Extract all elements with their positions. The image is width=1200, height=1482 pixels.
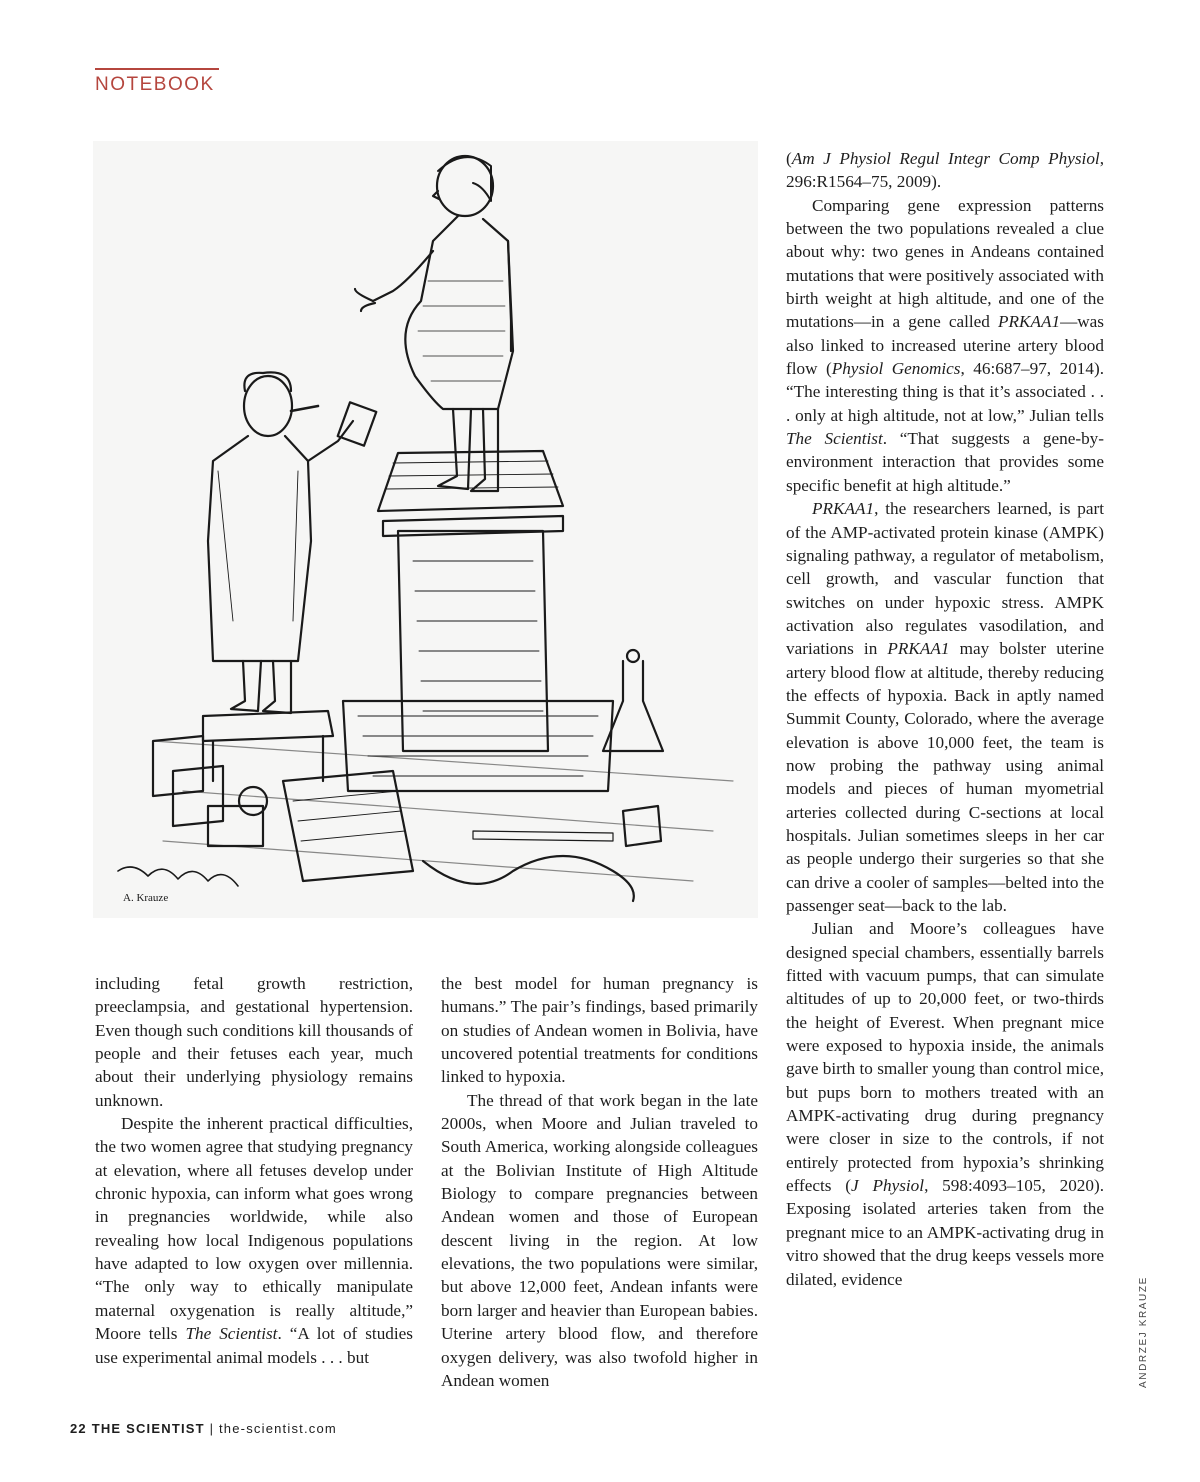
text-run: , 598:4093–105, 2020). Exposing isolated arteries taken from the pregnant mice to an AMPK-activating drug in vitro showed that the drug keeps vessels more dilated, evidence xyxy=(786,1176,1105,1289)
section-rule xyxy=(95,68,219,70)
journal-name: Am J Physiol Regul Integr Comp Physiol xyxy=(791,149,1100,168)
publication-name: The Scientist xyxy=(786,429,883,449)
artist-signature: A. Krauze xyxy=(123,892,169,904)
paragraph: the best model for human pregnancy is humans.” The pair’s findings, based primarily on studies of Andean women in Bolivia, have uncovered potential treatments for conditions linked to hypoxia. xyxy=(441,974,758,1087)
text-run: . “That suggests a gene-by-environment interaction that provides some specific benefit at high altitude.” xyxy=(786,429,1104,495)
text-run: ( xyxy=(786,149,792,168)
paragraph: including fetal growth restriction, preeclampsia, and gestational hypertension. Even though such conditions kill thousands of people and their fetuses each year, much about their underlying physiology remains unknown. xyxy=(95,974,413,1110)
paragraph xyxy=(786,497,1104,917)
journal-name: J Physiol xyxy=(851,1176,925,1196)
paragraph xyxy=(786,194,1104,497)
page-number: 22 xyxy=(70,1421,87,1436)
illustration-credit: ANDRZEJ KRAUZE xyxy=(1138,1276,1149,1388)
text-run: Comparing gene expression patterns between the two populations revealed a clue about why: two genes in Andeans contained mutations that were positively associated with birth weight at high altitude, and one of the mutations—in a gene called xyxy=(786,195,1104,332)
cartoon-drawing xyxy=(93,141,758,918)
text-run: Despite the inherent practical difficulties, the two women agree that studying pregnancy at elevation, where all fetuses develop under chronic hypoxia, can inform what goes wrong in pregnancies worldwide, while also revealing how local Indigenous populations have adapted to low oxygen over millennia. “The only way to ethically manipulate maternal oxygenation is really altitude,” Moore tells xyxy=(95,1114,413,1344)
page-footer xyxy=(70,1421,337,1436)
gene-name: PRKAA1 xyxy=(887,639,950,659)
paragraph xyxy=(786,917,1104,1291)
body-column-3 xyxy=(786,147,1104,1291)
body-column-2 xyxy=(441,972,758,1392)
publication-name: THE SCIENTIST xyxy=(91,1421,205,1436)
text-run: , 46:687–97, 2014). “The interesting thing is that it’s associated . . . only at high altitude, not at low,” Julian tells xyxy=(786,359,1104,425)
gene-name: PRKAA1 xyxy=(812,499,875,519)
text-run: may bolster uterine artery blood flow at altitude, thereby reducing the effects of hypoxia. Back in aptly named Summit County, Colorado, where the average elevation is above 10,000 feet, the team is now probing the pathway using animal models and pieces of human myometrial arteries collected during C-sections at local hospitals. Julian sometimes sleeps in her car as people undergo their surgeries so that she can drive a cooler of samples—belted into the passenger seat—back to the lab. xyxy=(786,639,1104,915)
text-run: —was also linked to increased uterine artery blood flow ( xyxy=(786,312,1104,379)
text-run: . “A lot of studies use experimental animal models . . . but xyxy=(95,1324,413,1367)
text-run: , the researchers learned, is part of the AMP-activated protein kinase (AMPK) signaling pathway, a regulator of metabolism, cell growth, and vascular function that switches on under hypoxic stress. AMPK activation also regulates vasodilation, and variations in xyxy=(786,499,1104,659)
website-link[interactable]: the-scientist.com xyxy=(219,1421,337,1436)
section-label: NOTEBOOK xyxy=(95,74,215,95)
gene-name: PRKAA1 xyxy=(998,312,1061,332)
cartoon-illustration xyxy=(93,141,758,918)
body-column-1 xyxy=(95,972,413,1369)
citation-paragraph xyxy=(786,147,1104,194)
paragraph xyxy=(95,1112,413,1369)
publication-name: The Scientist xyxy=(185,1324,278,1344)
paragraph: The thread of that work began in the late 2000s, when Moore and Julian traveled to South America, working alongside colleagues at the Bolivian Institute of High Altitude Biology to compare pregnancies between Andean women and those of European descent living in the region. At low elevations, the two populations were similar, but above 12,000 feet, Andean infants were born larger and heavier than European babies. Uterine artery blood flow, and therefore oxygen delivery, was also twofold higher in Andean women xyxy=(441,1090,758,1390)
text-run: , 296:R1564–75, 2009). xyxy=(786,149,1104,192)
journal-name: Physiol Genomics xyxy=(831,359,961,379)
footer-separator: | xyxy=(209,1421,215,1436)
text-run: Julian and Moore’s colleagues have designed special chambers, essentially barrels fitted with vacuum pumps, that can simulate altitudes of up to 20,000 feet, or two-thirds the height of Everest. When pregnant mice were exposed to hypoxia inside, the animals gave birth to smaller young than control mice, but pups born to mothers treated with an AMPK-activating drug during pregnancy were closer in size to the controls, if not entirely protected from hypoxia’s shrinking effects ( xyxy=(786,919,1104,1196)
